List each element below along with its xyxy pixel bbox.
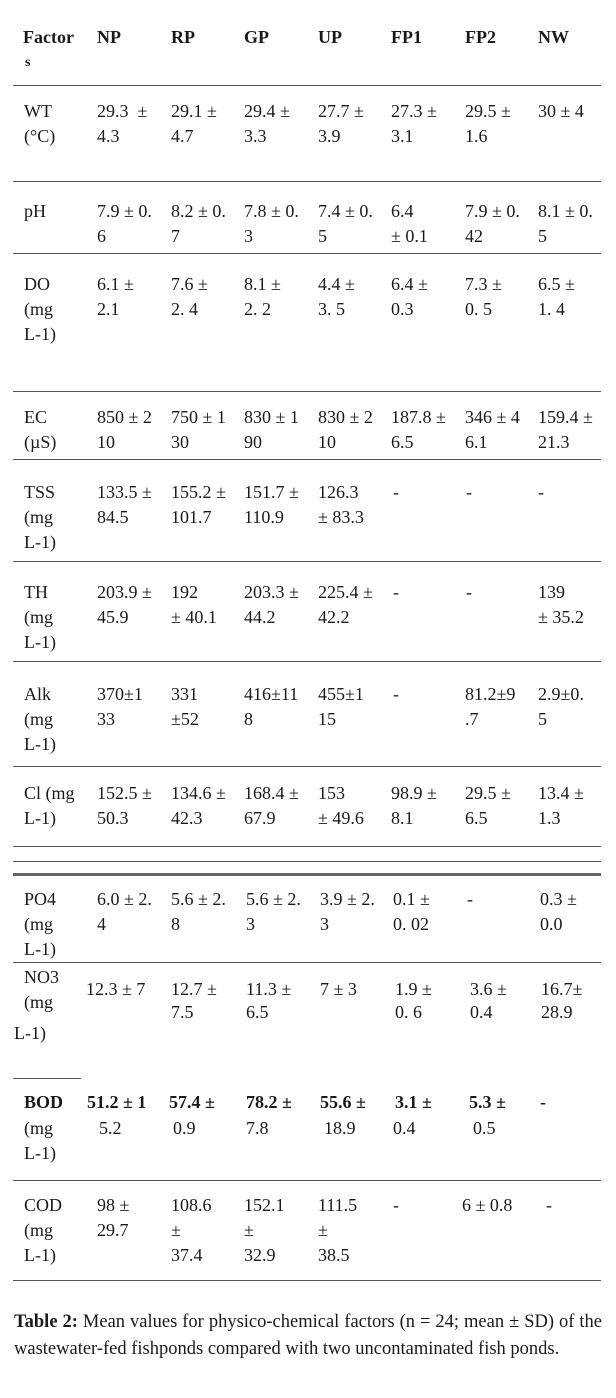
cell-tss-np: 133.5 ± [97,482,152,502]
cell-wt-factor: (°C) [24,126,56,146]
cell-do-up: 4.4 ± [318,274,355,294]
cell-bod-factor: (mg [24,1118,53,1138]
header-factors: Factor [23,27,74,47]
cell-bod-fp1: 3.1 ± [395,1092,432,1112]
cell-alk-up: 455±1 [318,684,364,704]
cell-alk-fp2: 81.2±9 [465,684,516,704]
cell-tss-gp: 151.7 ± [244,482,299,502]
cell-no3-gp: 11.3 ± [246,979,292,999]
cell-th-fp1: - [393,582,399,602]
cell-ec-up: 830 ± 2 [318,407,373,427]
cell-th-np: 45.9 [97,607,129,627]
cell-cod-factor: L-1) [24,1245,56,1265]
row-divider [13,459,601,460]
cell-tss-rp: 155.2 ± [171,482,226,502]
cell-cod-up: 111.5 [318,1195,358,1215]
cell-cod-rp: ± [171,1220,181,1240]
cell-th-rp: ± 40.1 [171,607,217,627]
cell-alk-factor: L-1) [24,734,56,754]
cell-bod-factor: L-1) [24,1143,56,1163]
cell-cl-gp: 168.4 ± [244,783,299,803]
cell-bod-fp1: 0.4 [393,1118,416,1138]
header-factors-wrap: s [25,55,31,70]
cell-po4-nw: 0.0 [540,914,563,934]
row-divider [13,561,601,562]
cell-cod-rp: 37.4 [171,1245,203,1265]
cell-wt-up: 27.7 ± [318,101,364,121]
cell-cod-factor: (mg [24,1220,53,1240]
cell-th-gp: 203.3 ± [244,582,299,602]
cell-no3-rp: 12.7 ± [171,979,217,999]
cell-bod-nw: - [540,1092,546,1112]
cell-tss-factor: L-1) [24,532,56,552]
cell-cod-gp: 32.9 [244,1245,276,1265]
cell-bod-np: 51.2 ± 1 [87,1092,147,1112]
cell-wt-np: 29.3 ± [97,101,148,121]
cell-cod-nw: - [546,1195,552,1215]
cell-cl-rp: 134.6 ± [171,783,226,803]
cell-do-rp: 7.6 ± [171,274,208,294]
cell-no3-fp2: 3.6 ± [470,979,507,999]
cell-do-fp2: 0. 5 [465,299,492,319]
cell-ph-up: 5 [318,226,327,246]
cell-th-nw: ± 35.2 [538,607,584,627]
cell-ec-fp2: 6.1 [465,432,488,452]
cell-cod-gp: 152.1 [244,1195,285,1215]
cell-no3-factor: L-1) [14,1023,46,1043]
header-fp2: FP2 [465,27,496,47]
cell-ph-gp: 3 [244,226,253,246]
cell-cod-np: 98 ± [97,1195,130,1215]
cell-cl-up: ± 49.6 [318,808,364,828]
cell-no3-rp: 7.5 [171,1002,194,1022]
cell-tss-fp2: - [466,482,472,502]
cell-po4-rp: 5.6 ± 2. [171,889,226,909]
cell-ec-up: 10 [318,432,336,452]
row-divider [13,1280,601,1281]
cell-bod-gp: 78.2 ± [246,1092,292,1112]
cell-ec-np: 10 [97,432,115,452]
cell-do-nw: 6.5 ± [538,274,575,294]
row-divider [13,253,601,254]
cell-no3-fp1: 0. 6 [395,1002,422,1022]
cell-cod-gp: ± [244,1220,254,1240]
cell-po4-rp: 8 [171,914,180,934]
row-divider-partial [13,1078,81,1079]
cell-po4-up: 3.9 ± 2. [320,889,375,909]
cell-ph-rp: 8.2 ± 0. [171,201,226,221]
cell-wt-rp: 4.7 [171,126,194,146]
cell-bod-np: 5.2 [99,1118,122,1138]
cell-ph-fp2: 7.9 ± 0. [465,201,520,221]
cell-no3-np: 12.3 ± 7 [86,979,146,999]
cell-ph-fp1: ± 0.1 [391,226,428,246]
header-np: NP [97,27,121,47]
cell-cod-np: 29.7 [97,1220,129,1240]
cell-do-up: 3. 5 [318,299,345,319]
cell-ph-nw: 5 [538,226,547,246]
row-divider [13,85,601,86]
cell-bod-gp: 7.8 [246,1118,269,1138]
row-divider [13,962,601,963]
cell-ec-factor: EC [24,407,48,427]
cell-cl-nw: 1.3 [538,808,561,828]
cell-ph-rp: 7 [171,226,180,246]
cell-no3-gp: 6.5 [246,1002,269,1022]
cell-do-gp: 2. 2 [244,299,271,319]
cell-bod-factor: BOD [24,1092,64,1112]
cell-th-fp2: - [466,582,472,602]
cell-do-gp: 8.1 ± [244,274,281,294]
cell-alk-fp1: - [393,684,399,704]
cell-cl-rp: 42.3 [171,808,203,828]
cell-alk-rp: ±52 [171,709,199,729]
cell-cl-fp2: 29.5 ± [465,783,511,803]
cell-bod-up: 18.9 [324,1118,356,1138]
cell-tss-nw: - [538,482,544,502]
row-divider [13,861,601,862]
header-up: UP [318,27,342,47]
caption-label: Table 2: [14,1312,78,1332]
cell-po4-factor: PO4 [24,889,57,909]
cell-ph-nw: 8.1 ± 0. [538,201,593,221]
cell-cl-factor: Cl (mg [24,783,75,803]
cell-bod-fp2: 0.5 [473,1118,496,1138]
cell-alk-rp: 331 [171,684,198,704]
cell-ec-fp1: 6.5 [391,432,414,452]
cell-th-factor: TH [24,582,48,602]
row-divider [13,661,601,662]
cell-bod-up: 55.6 ± [320,1092,366,1112]
cell-cl-np: 152.5 ± [97,783,152,803]
caption-text: Mean values for physico-chemical factors (n = 24; mean ± SD) of the wastewater-fed fishponds compared with two uncontaminated fish ponds. [14,1312,602,1359]
header-gp: GP [244,27,269,47]
cell-tss-factor: (mg [24,507,53,527]
cell-cl-up: 153 [318,783,345,803]
cell-po4-fp2: - [467,889,473,909]
cell-ec-rp: 750 ± 1 [171,407,226,427]
cell-po4-fp1: 0. 02 [393,914,429,934]
cell-ec-nw: 159.4 ± [538,407,593,427]
cell-alk-np: 370±1 [97,684,143,704]
cell-wt-factor: WT [24,101,52,121]
cell-th-nw: 139 [538,582,565,602]
cell-no3-fp1: 1.9 ± [395,979,432,999]
cell-no3-fp2: 0.4 [470,1002,493,1022]
cell-cod-rp: 108.6 [171,1195,212,1215]
cell-no3-nw: 16.7± [541,979,583,999]
row-divider [13,181,601,182]
cell-do-factor: (mg [24,299,53,319]
cell-th-rp: 192 [171,582,198,602]
cell-alk-fp2: .7 [465,709,479,729]
row-divider [13,766,601,767]
cell-po4-up: 3 [320,914,329,934]
cell-do-fp1: 0.3 [391,299,414,319]
cell-tss-gp: 110.9 [244,507,284,527]
cell-do-fp2: 7.3 ± [465,274,502,294]
cell-ec-rp: 30 [171,432,189,452]
cell-ph-np: 7.9 ± 0. [97,201,152,221]
cell-do-np: 6.1 ± [97,274,134,294]
cell-wt-nw: 30 ± 4 [538,101,584,121]
cell-ph-fp1: 6.4 [391,201,414,221]
cell-po4-factor: L-1) [24,939,56,959]
cell-ec-fp2: 346 ± 4 [465,407,520,427]
cell-cl-np: 50.3 [97,808,129,828]
cell-wt-up: 3.9 [318,126,341,146]
cell-bod-rp: 0.9 [173,1118,196,1138]
cell-do-nw: 1. 4 [538,299,565,319]
section-divider [13,873,601,876]
cell-po4-np: 6.0 ± 2. [97,889,152,909]
cell-wt-fp2: 1.6 [465,126,488,146]
cell-alk-gp: 416±11 [244,684,299,704]
cell-th-factor: (mg [24,607,53,627]
cell-po4-fp1: 0.1 ± [393,889,430,909]
cell-cl-factor: L-1) [24,808,56,828]
cell-tss-fp1: - [393,482,399,502]
cell-ph-gp: 7.8 ± 0. [244,201,299,221]
cell-alk-nw: 5 [538,709,547,729]
cell-bod-fp2: 5.3 ± [469,1092,506,1112]
cell-wt-gp: 3.3 [244,126,267,146]
cell-cod-fp2: 6 ± 0.8 [462,1195,513,1215]
cell-th-np: 203.9 ± [97,582,152,602]
cell-bod-rp: 57.4 ± [169,1092,215,1112]
cell-no3-factor: (mg [24,992,53,1012]
cell-tss-up: ± 83.3 [318,507,364,527]
cell-cl-gp: 67.9 [244,808,276,828]
cell-do-factor: L-1) [24,324,56,344]
cell-alk-factor: (mg [24,709,53,729]
cell-th-up: 42.2 [318,607,350,627]
cell-tss-factor: TSS [24,482,56,502]
cell-ec-fp1: 187.8 ± [391,407,446,427]
header-nw: NW [538,27,569,47]
cell-cod-factor: COD [24,1195,63,1215]
cell-no3-up: 7 ± 3 [320,979,357,999]
cell-cl-nw: 13.4 ± [538,783,584,803]
cell-cod-up: 38.5 [318,1245,350,1265]
cell-ph-np: 6 [97,226,106,246]
cell-do-rp: 2. 4 [171,299,198,319]
cell-wt-fp1: 27.3 ± [391,101,437,121]
cell-ec-nw: 21.3 [538,432,570,452]
cell-ec-gp: 830 ± 1 [244,407,299,427]
cell-cod-up: ± [318,1220,328,1240]
header-fp1: FP1 [391,27,422,47]
cell-tss-up: 126.3 [318,482,359,502]
cell-cl-fp1: 8.1 [391,808,414,828]
header-rp: RP [171,27,195,47]
cell-wt-fp1: 3.1 [391,126,414,146]
cell-ec-factor: (µS) [24,432,57,452]
cell-alk-np: 33 [97,709,115,729]
cell-ph-fp2: 42 [465,226,483,246]
cell-wt-gp: 29.4 ± [244,101,290,121]
cell-cod-fp1: - [393,1195,399,1215]
cell-no3-nw: 28.9 [541,1002,573,1022]
cell-po4-gp: 5.6 ± 2. [246,889,301,909]
table-caption [14,1309,602,1363]
cell-po4-gp: 3 [246,914,255,934]
cell-th-gp: 44.2 [244,607,276,627]
cell-cl-fp2: 6.5 [465,808,488,828]
cell-wt-rp: 29.1 ± [171,101,217,121]
cell-ph-up: 7.4 ± 0. [318,201,373,221]
row-divider [13,1180,601,1181]
cell-cl-fp1: 98.9 ± [391,783,437,803]
cell-th-up: 225.4 ± [318,582,373,602]
cell-ph-factor: pH [24,201,46,221]
cell-po4-nw: 0.3 ± [540,889,577,909]
row-divider [13,391,601,392]
cell-wt-np: 4.3 [97,126,120,146]
cell-alk-up: 15 [318,709,336,729]
cell-do-np: 2.1 [97,299,120,319]
cell-wt-fp2: 29.5 ± [465,101,511,121]
cell-po4-factor: (mg [24,914,53,934]
cell-tss-rp: 101.7 [171,507,212,527]
cell-do-factor: DO [24,274,50,294]
cell-ec-gp: 90 [244,432,262,452]
cell-tss-np: 84.5 [97,507,129,527]
cell-alk-factor: Alk [24,684,51,704]
cell-alk-nw: 2.9±0. [538,684,584,704]
cell-th-factor: L-1) [24,632,56,652]
cell-po4-np: 4 [97,914,106,934]
cell-alk-gp: 8 [244,709,253,729]
cell-no3-factor: NO3 [24,967,59,987]
cell-do-fp1: 6.4 ± [391,274,428,294]
row-divider [13,846,601,847]
cell-ec-np: 850 ± 2 [97,407,152,427]
